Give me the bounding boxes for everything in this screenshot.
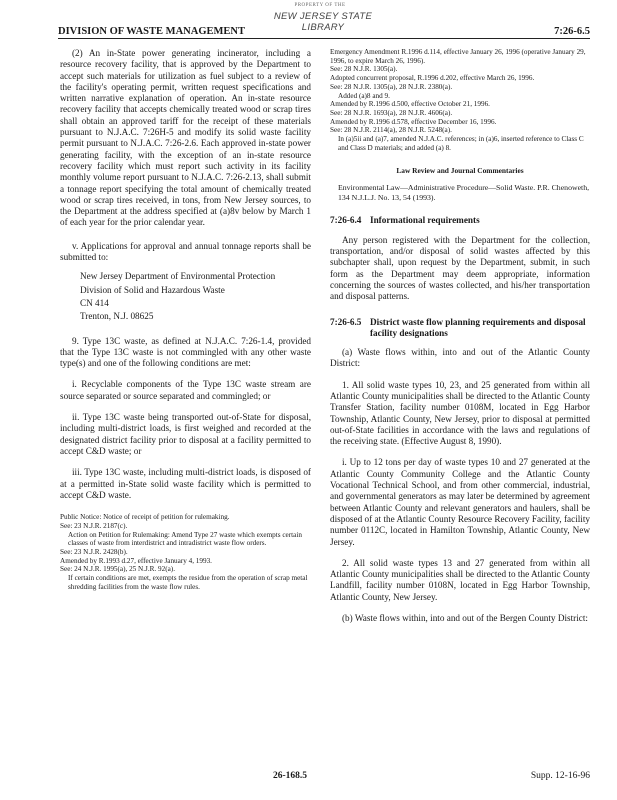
section-heading-6-5 xyxy=(330,317,590,340)
history-line: Amended by R.1996 d.500, effective October 21, 1996. xyxy=(330,100,490,109)
left-column xyxy=(60,48,311,591)
address-line: CN 414 xyxy=(80,297,109,308)
library-stamp: PROPERTY OF THE xyxy=(294,3,346,8)
paragraph-atlantic-2: 2. All solid waste types 13 and 27 generated from within all Atlantic County municipalities shall be directed to the Atlantic County Landfill, facility number 0108N, located in Egg Harbor Township, Atlantic County, New Jersey. xyxy=(330,557,590,602)
history-line: See: 28 N.J.R. 1305(a). xyxy=(330,65,398,74)
paragraph-applications: v. Applications for approval and annual tonnage reports shall be submitted to: xyxy=(60,240,311,263)
law-review-citation xyxy=(330,183,590,202)
mailing-address xyxy=(60,271,311,322)
header-division-title: DIVISION OF WASTE MANAGEMENT xyxy=(58,26,245,37)
section-title: Informational requirements xyxy=(370,215,480,226)
paragraph-bergen-b: (b) Waste flows within, into and out of the Bergen County District: xyxy=(342,613,588,624)
paragraph-atlantic-1: 1. All solid waste types 10, 23, and 25 generated from within all Atlantic County municipalities shall be directed to the Atlantic County Transfer Station, facility number 0108M, located in Egg Harbor Township, Atlantic County, New Jersey, prior to disposal at permitted out-of-State facilities in accordance with the laws and regulations of the receiving state. (Effective August 8, 1990). xyxy=(330,379,590,447)
paragraph-type-13c: 9. Type 13C waste, as defined at N.J.A.C. 7:26-1.4, provided that the Type 13C waste is not commingled with any other waste type(s) and one of the following conditions are met: xyxy=(60,335,311,369)
section-title: District waste flow planning requirements and disposal facility designations xyxy=(370,316,586,338)
address-line: New Jersey Department of Environmental Protection xyxy=(80,271,276,282)
history-line: See: 24 N.J.R. 1995(a), 25 N.J.R. 92(a). xyxy=(60,565,175,574)
history-line: See: 28 N.J.R. 2114(a), 28 N.J.R. 5248(a). xyxy=(330,126,452,135)
history-line: Amended by R.1996 d.578, effective December 16, 1996. xyxy=(330,117,497,126)
supplement-date: Supp. 12-16-96 xyxy=(530,771,590,781)
law-review-heading: Law Review and Journal Commentaries xyxy=(396,166,524,176)
paragraph-13c-iii: iii. Type 13C waste, including multi-district loads, is disposed of at a permitted in-State solid waste facility which is permitted to accept C&D waste. xyxy=(60,467,311,500)
page-header xyxy=(58,24,590,39)
paragraph-13c-i: i. Recyclable components of the Type 13C waste stream are source separated or source separated and commingled; or xyxy=(60,379,311,401)
section-heading-6-4 xyxy=(330,215,590,226)
history-line: Adopted concurrent proposal, R.1996 d.202, effective March 26, 1996. xyxy=(330,74,535,83)
paragraph-informational: Any person registered with the Department for the collection, transportation, and/or disposal of solid wastes affected by this subchapter shall, upon request by the Department, submit, in such form as the Department may deem appropriate, information concerning the sources of wastes collected, and his/her transportation and disposal patterns. xyxy=(330,234,590,302)
history-line: If certain conditions are met, exempts the residue from the operation of scrap metal shredding facilities from the waste flow rules. xyxy=(68,574,308,591)
history-line: Emergency Amendment R.1996 d.114, effective January 26, 1996 (operative January 29, 1996, to expire March 26, 1996). xyxy=(330,48,586,65)
paragraph-incinerator: (2) An in-State power generating incinerator, including a resource recovery facility, that is approved by the Department to accept such materials for utilization as fuel subject to a review of the facility's operating permit, written request specifications and written narrative explanation of operation. An in-state resource recovery facility that accepts chemically treated wood or scrap tires shall obtain an approved tariff for the receipt of these materials pursuant to N.J.A.C. 7:26H-5 and modify its solid waste facility permit pursuant to N.J.A.C. 7:26-2.6. Each approved in-state power generating facility, with the exception of an in-state resource recovery facility which must report such activity in its facility monthly volume report pursuant to N.J.A.C. 7:26-2.13, shall submit a tonnage report specifying the total amount of chemically treated wood or scrap tires received, in tons, from New Jersey sources, to the Department at the address specified at (a)8v below by March 1 of each year for the prior calendar year. xyxy=(60,48,311,228)
history-line: Action on Petition for Rulemaking: Amend Type 27 waste which exempts certain classes of waste from interdistrict and intradistrict waste flow orders. xyxy=(68,530,302,548)
right-column xyxy=(330,48,590,624)
law-review-text: Environmental Law—Administrative Procedure—Solid Waste. P.R. Chenoweth, 134 N.J.L.J. No. 13, 54 (1993). xyxy=(338,183,590,202)
history-line: See: 23 N.J.R. 2187(c). xyxy=(60,521,128,530)
address-line: Trenton, N.J. 08625 xyxy=(80,311,154,322)
history-notes-right xyxy=(330,48,590,152)
paragraph-atlantic-1i: i. Up to 12 tons per day of waste types 10 and 27 generated at the Atlantic County Community College and the Atlantic County Vocational Technical School, and from other commercial, industrial, and governmental generators as may later be determined by agreement between Atlantic County and relevant generators and haulers, shall be disposed of at the Atlantic County Resource Recovery Facility, facility number 0112C, located in Hamilton Township, Atlantic County, New Jersey. xyxy=(330,457,590,547)
section-number: 7:26-6.4 xyxy=(330,215,362,226)
history-line: Public Notice: Notice of receipt of petition for rulemaking. xyxy=(60,513,230,522)
history-notes-left xyxy=(60,513,311,591)
history-line: Added (a)8 and 9. xyxy=(338,91,390,100)
paragraph-13c-ii: ii. Type 13C waste being transported out-of-State for disposal, including multi-district loads, is first weighed and recorded at the designated district facility prior to disposal at a facility permitted to accept C&D waste; or xyxy=(60,412,311,456)
history-line: Amended by R.1993 d.27, effective January 4, 1993. xyxy=(60,556,212,565)
section-number: 7:26-6.5 xyxy=(330,316,362,327)
history-line: See: 28 N.J.R. 1693(a), 28 N.J.R. 4606(a). xyxy=(330,108,453,117)
page-number: 26-168.5 xyxy=(272,771,308,781)
address-line: Division of Solid and Hazardous Waste xyxy=(80,284,225,295)
header-section-number: 7:26-6.5 xyxy=(554,26,590,37)
history-line: See: 28 N.J.R. 1305(a), 28 N.J.R. 2380(a). xyxy=(330,82,453,91)
history-line: In (a)5ii and (a)7, amended N.J.A.C. references; in (a)6, inserted reference to Class C and Class D materials; and added (a) 8. xyxy=(338,135,584,152)
paragraph-atlantic-a: (a) Waste flows within, into and out of the Atlantic County District: xyxy=(330,347,590,369)
history-line: See: 23 N.J.R. 2428(b). xyxy=(60,547,128,556)
library-stamp-text: NEW JERSEY STATE LIBRARY xyxy=(273,11,373,33)
